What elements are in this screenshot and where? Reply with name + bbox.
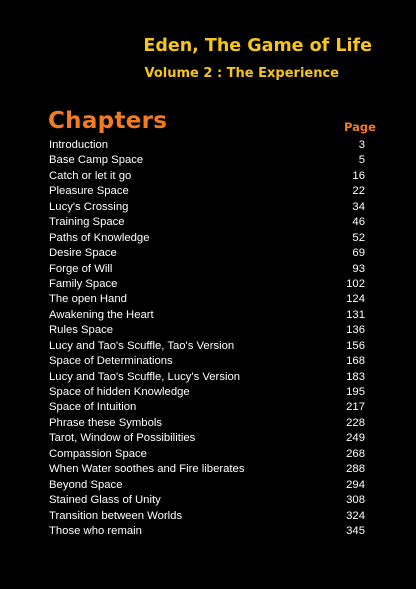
toc-entry-page: 308	[346, 494, 365, 507]
toc-entry-title: Rules Space	[49, 324, 114, 337]
toc-entry-title: Phrase these Symbols	[49, 416, 163, 429]
toc-entry	[0, 509, 416, 524]
toc-entry-page: 183	[346, 370, 365, 383]
page-column-heading: Page	[344, 120, 376, 134]
toc-entry	[0, 231, 416, 246]
toc-entry	[0, 370, 416, 385]
toc-entry-title: Compassion Space	[49, 447, 147, 460]
toc-entry	[0, 354, 416, 369]
chapters-heading: Chapters	[48, 108, 168, 134]
toc-entry-title: Stained Glass of Unity	[49, 494, 161, 507]
book-title: Eden, The Game of Life	[143, 36, 372, 56]
toc-entry-title: Base Camp Space	[49, 154, 144, 167]
toc-entry-title: Training Space	[49, 216, 125, 229]
toc-entry	[0, 308, 416, 323]
toc-entry-title: Space of Intuition	[49, 401, 137, 414]
toc-entry-title: Desire Space	[49, 247, 117, 260]
toc-entry-page: 288	[346, 463, 365, 476]
toc-entry	[0, 184, 416, 199]
toc-entry-page: 93	[352, 262, 365, 275]
toc-entry-page: 228	[346, 416, 365, 429]
toc-entry	[0, 215, 416, 230]
toc-entry-page: 249	[346, 432, 365, 445]
toc-entry-page: 5	[358, 154, 365, 167]
toc-entry-title: Awakening the Heart	[49, 308, 154, 321]
toc-entry	[0, 416, 416, 431]
toc-entry	[0, 385, 416, 400]
toc-entry	[0, 153, 416, 168]
toc-entry-title: Paths of Knowledge	[49, 231, 150, 244]
toc-entry-title: Tarot, Window of Possibilities	[49, 432, 196, 445]
toc-entry-page: 217	[346, 401, 365, 414]
toc-entry-title: Pleasure Space	[49, 185, 129, 198]
toc-entry-title: Family Space	[49, 277, 118, 290]
toc-entry-page: 102	[346, 277, 365, 290]
toc-entry-page: 46	[352, 216, 365, 229]
toc-entry	[0, 447, 416, 462]
toc-entry-page: 34	[352, 200, 365, 213]
toc-entry	[0, 200, 416, 215]
toc-entry	[0, 493, 416, 508]
toc-entry-page: 3	[358, 139, 365, 151]
toc-entry-title: Introduction	[49, 139, 109, 151]
toc-entry	[0, 462, 416, 477]
toc-entry	[0, 138, 416, 153]
toc-entry-page: 124	[346, 293, 365, 306]
toc-entry-title: Transition between Worlds	[49, 509, 183, 522]
toc-entry	[0, 246, 416, 261]
toc-entry-title: When Water soothes and Fire liberates	[49, 463, 245, 476]
toc-entry-title: Lucy's Crossing	[49, 200, 129, 213]
toc-entry-title: Lucy and Tao's Scuffle, Lucy's Version	[49, 370, 241, 383]
toc-entry	[0, 339, 416, 354]
toc-entry-page: 268	[346, 447, 365, 460]
toc-entry	[0, 262, 416, 277]
toc-entry-title: Lucy and Tao's Scuffle, Tao's Version	[49, 339, 235, 352]
toc-entry-page: 22	[352, 185, 365, 198]
toc-entry-title: Space of hidden Knowledge	[49, 386, 190, 398]
toc-entry-page: 131	[346, 308, 365, 321]
toc-entry	[0, 292, 416, 307]
toc-entry-title: Those who remain	[49, 524, 142, 537]
toc-entry	[0, 431, 416, 446]
toc-entry-title: Space of Determinations	[49, 355, 173, 368]
toc-entry-title: Forge of Will	[49, 262, 113, 275]
toc-entry-page: 69	[352, 247, 365, 260]
toc-entry-page: 345	[346, 524, 365, 537]
toc-entry-page: 136	[346, 324, 365, 337]
table-of-contents	[0, 138, 416, 539]
toc-entry	[0, 400, 416, 415]
toc-entry-page: 324	[346, 509, 365, 522]
toc-entry	[0, 524, 416, 539]
toc-entry-page: 168	[346, 355, 365, 368]
toc-entry	[0, 169, 416, 184]
toc-entry	[0, 277, 416, 292]
toc-entry-page: 195	[346, 386, 365, 398]
toc-entry-title: The open Hand	[49, 293, 127, 306]
toc-entry-page: 52	[352, 231, 365, 244]
toc-entry	[0, 478, 416, 493]
toc-entry-page: 16	[352, 169, 365, 182]
toc-entry-title: Beyond Space	[49, 478, 123, 491]
toc-entry-page: 294	[346, 478, 365, 491]
volume-subtitle: Volume 2 : The Experience	[144, 66, 339, 81]
toc-entry-title: Catch or let it go	[49, 169, 132, 182]
toc-entry-page: 156	[346, 339, 365, 352]
toc-entry	[0, 323, 416, 338]
